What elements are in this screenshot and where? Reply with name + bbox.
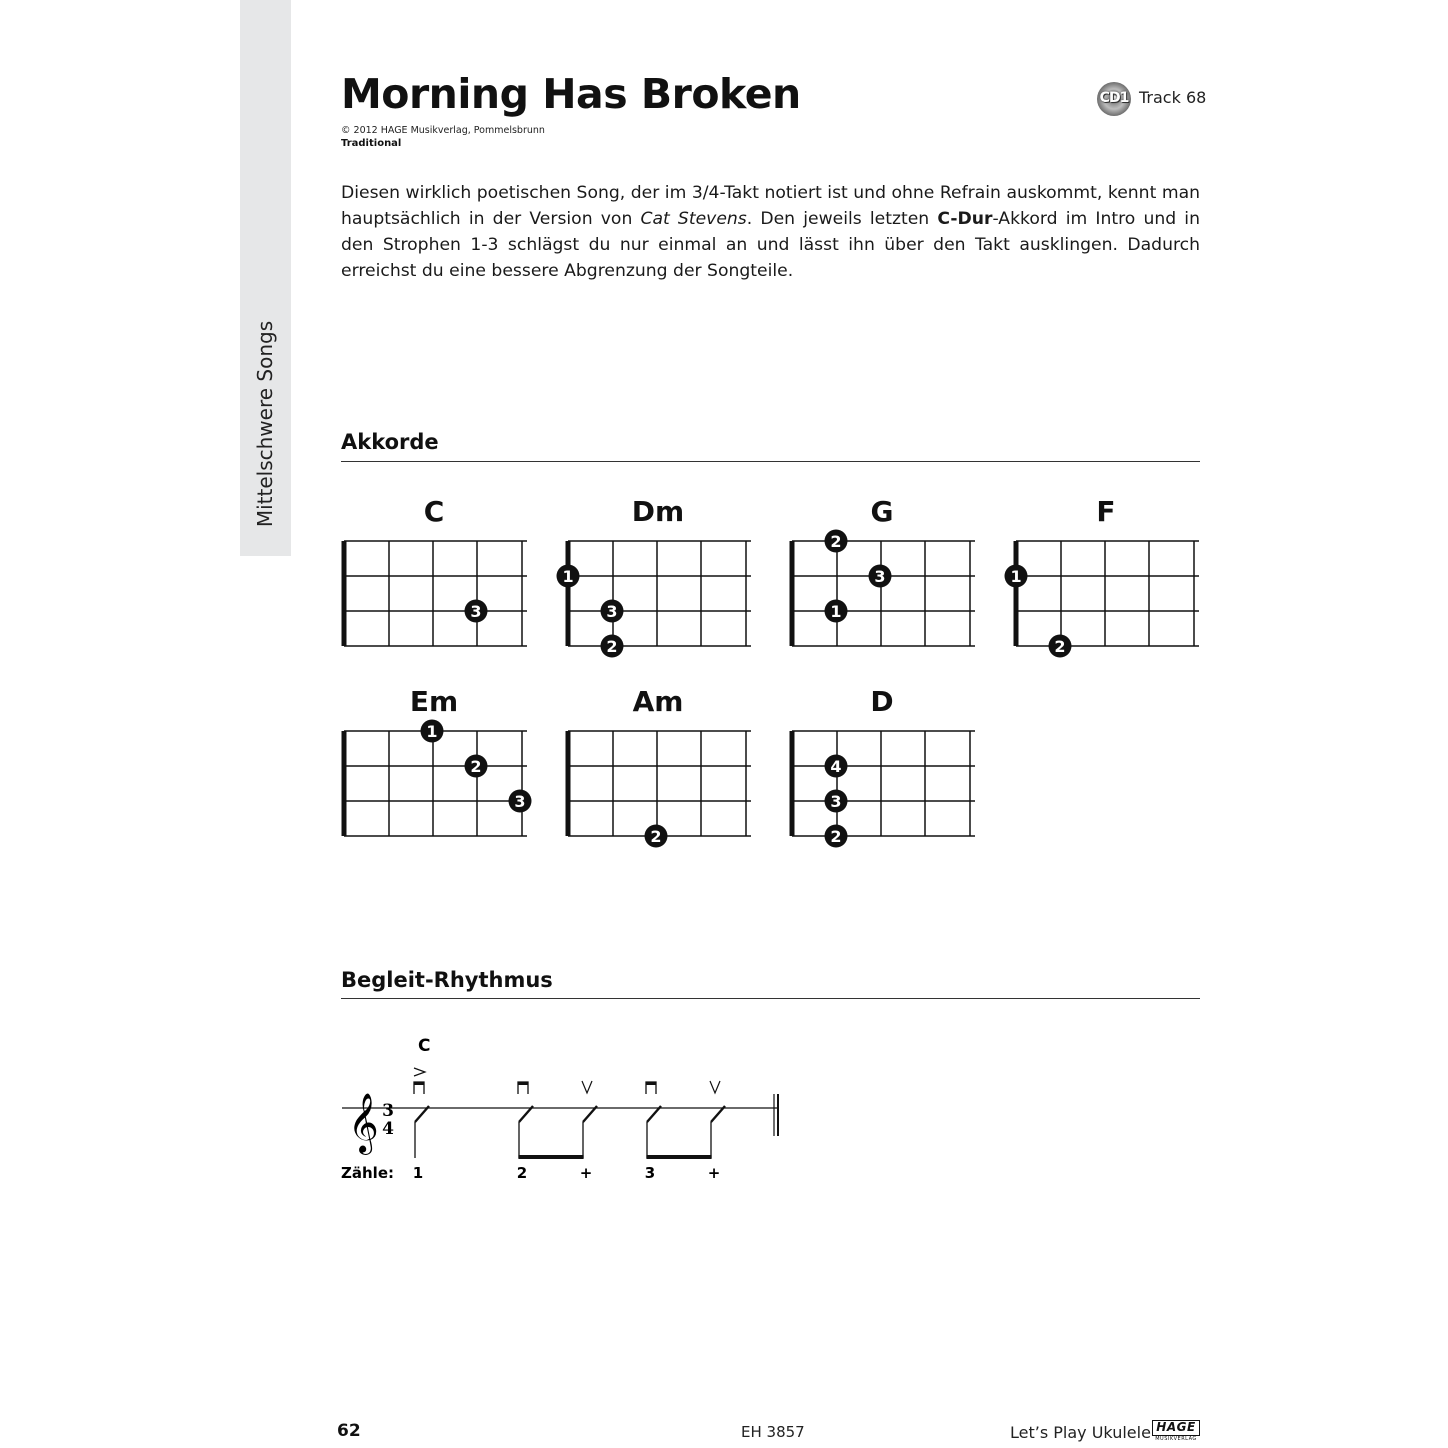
chord-diagram-dm xyxy=(562,495,751,656)
chord-diagram-g xyxy=(789,495,975,638)
chord-grid xyxy=(789,532,975,653)
count-number: + xyxy=(579,1164,593,1182)
chords-heading-rule xyxy=(341,461,1200,462)
count-label: Zähle: xyxy=(341,1164,394,1182)
chord-grid xyxy=(565,731,751,846)
chord-grid xyxy=(341,541,527,653)
chord-diagram-d xyxy=(789,685,975,846)
finger-number: 3 xyxy=(874,567,886,586)
intro-text-3: -Akkord im Intro und in den Strophen 1-3 schlägst du nur einmal an und lässt ihn über den Takt ausklingen. Dadurch erreichst du eine bessere Abgrenzung der Songteile. xyxy=(341,209,1200,281)
chord-name: F xyxy=(1096,495,1116,528)
finger-dot xyxy=(557,565,580,588)
cd-label: CD1 xyxy=(1099,90,1129,106)
artist-name: Cat Stevens xyxy=(640,209,747,229)
chord-diagram-am xyxy=(565,685,751,846)
chord-reference: C-Dur xyxy=(937,209,993,229)
chord-name: Em xyxy=(409,685,459,718)
count-number: 1 xyxy=(412,1164,424,1182)
intro-text-1: Diesen wirklich poetischen Song, der im 3/4-Takt notiert ist und ohne Refrain auskommt, kennt man hauptsächlich in der Version von xyxy=(341,183,1200,229)
finger-dot xyxy=(601,635,624,658)
chord-diagram-em xyxy=(341,685,527,828)
time-signature-top: 3 xyxy=(382,1101,394,1121)
finger-dot xyxy=(421,720,444,743)
chord-grid xyxy=(1010,541,1199,656)
chord-grid xyxy=(562,541,751,656)
finger-dot xyxy=(825,600,848,623)
count-number: 3 xyxy=(644,1164,656,1182)
finger-dot xyxy=(825,825,848,848)
chord-name: Dm xyxy=(631,495,685,528)
book-title: Let’s Play Ukulele xyxy=(1010,1423,1151,1442)
edition-code: EH 3857 xyxy=(741,1423,805,1441)
page-title: Morning Has Broken xyxy=(341,70,801,118)
finger-dot xyxy=(825,755,848,778)
finger-dot xyxy=(1005,565,1028,588)
finger-dot xyxy=(645,825,668,848)
copyright-note: © 2012 HAGE Musikverlag, Pommelsbrunn xyxy=(341,125,545,136)
finger-dot xyxy=(825,530,848,553)
chord-name: D xyxy=(870,685,894,718)
composer: Traditional xyxy=(341,138,402,149)
finger-dot xyxy=(509,790,532,813)
rhythm-heading: Begleit-Rhythmus xyxy=(341,968,553,992)
treble-clef-icon: 𝄞 xyxy=(348,1093,379,1153)
down-stroke-bar xyxy=(518,1082,528,1085)
finger-number: 1 xyxy=(562,567,574,586)
finger-number: 3 xyxy=(470,602,482,621)
finger-number: 1 xyxy=(830,602,842,621)
section-tab-label: Mittelschwere Songs xyxy=(253,320,277,528)
logo-subtext: MUSIKVERLAG xyxy=(1155,1436,1197,1442)
chord-diagram-c xyxy=(341,495,527,638)
finger-number: 4 xyxy=(830,757,842,776)
finger-dot xyxy=(601,600,624,623)
chord-name: G xyxy=(870,495,894,528)
intro-text-2: . Den jeweils letzten xyxy=(746,209,938,229)
page-number: 62 xyxy=(337,1421,361,1441)
count-number: + xyxy=(707,1164,721,1182)
intro-paragraph xyxy=(341,180,1200,284)
finger-number: 1 xyxy=(426,722,438,741)
accent-mark-icon xyxy=(414,1068,425,1076)
rhythm-notation xyxy=(330,1030,800,1204)
rhythm-chord-symbol: C xyxy=(418,1036,431,1056)
chord-name: Am xyxy=(632,685,684,718)
chord-name: C xyxy=(423,495,445,528)
logo-text: HAGE xyxy=(1152,1420,1200,1436)
finger-dot xyxy=(465,600,488,623)
eighth-note-beam xyxy=(646,1155,711,1159)
finger-number: 2 xyxy=(830,532,842,551)
finger-dot xyxy=(1049,635,1072,658)
finger-number: 1 xyxy=(1010,567,1022,586)
finger-number: 2 xyxy=(830,827,842,846)
publisher-logo xyxy=(1152,1420,1200,1445)
chord-grid xyxy=(789,731,975,846)
cd-icon xyxy=(1097,82,1131,116)
finger-number: 2 xyxy=(470,757,482,776)
rhythm-staff xyxy=(330,1030,800,1200)
up-stroke-icon xyxy=(582,1081,592,1093)
eighth-note-beam xyxy=(518,1155,583,1159)
finger-dot xyxy=(825,790,848,813)
finger-number: 3 xyxy=(514,792,526,811)
chord-diagram-f xyxy=(1010,495,1199,656)
finger-number: 2 xyxy=(1054,637,1066,656)
up-stroke-icon xyxy=(710,1081,720,1093)
time-signature-bottom: 4 xyxy=(382,1119,394,1139)
finger-number: 3 xyxy=(830,792,842,811)
rhythm-heading-rule xyxy=(341,998,1200,999)
finger-dot xyxy=(465,755,488,778)
finger-number: 2 xyxy=(650,827,662,846)
track-number: Track 68 xyxy=(1139,88,1207,107)
finger-dot xyxy=(869,565,892,588)
down-stroke-bar xyxy=(646,1082,656,1085)
chords-heading: Akkorde xyxy=(341,430,439,454)
count-number: 2 xyxy=(516,1164,528,1182)
finger-number: 3 xyxy=(606,602,618,621)
finger-number: 2 xyxy=(606,637,618,656)
down-stroke-bar xyxy=(414,1082,424,1085)
chord-grid xyxy=(341,722,527,843)
